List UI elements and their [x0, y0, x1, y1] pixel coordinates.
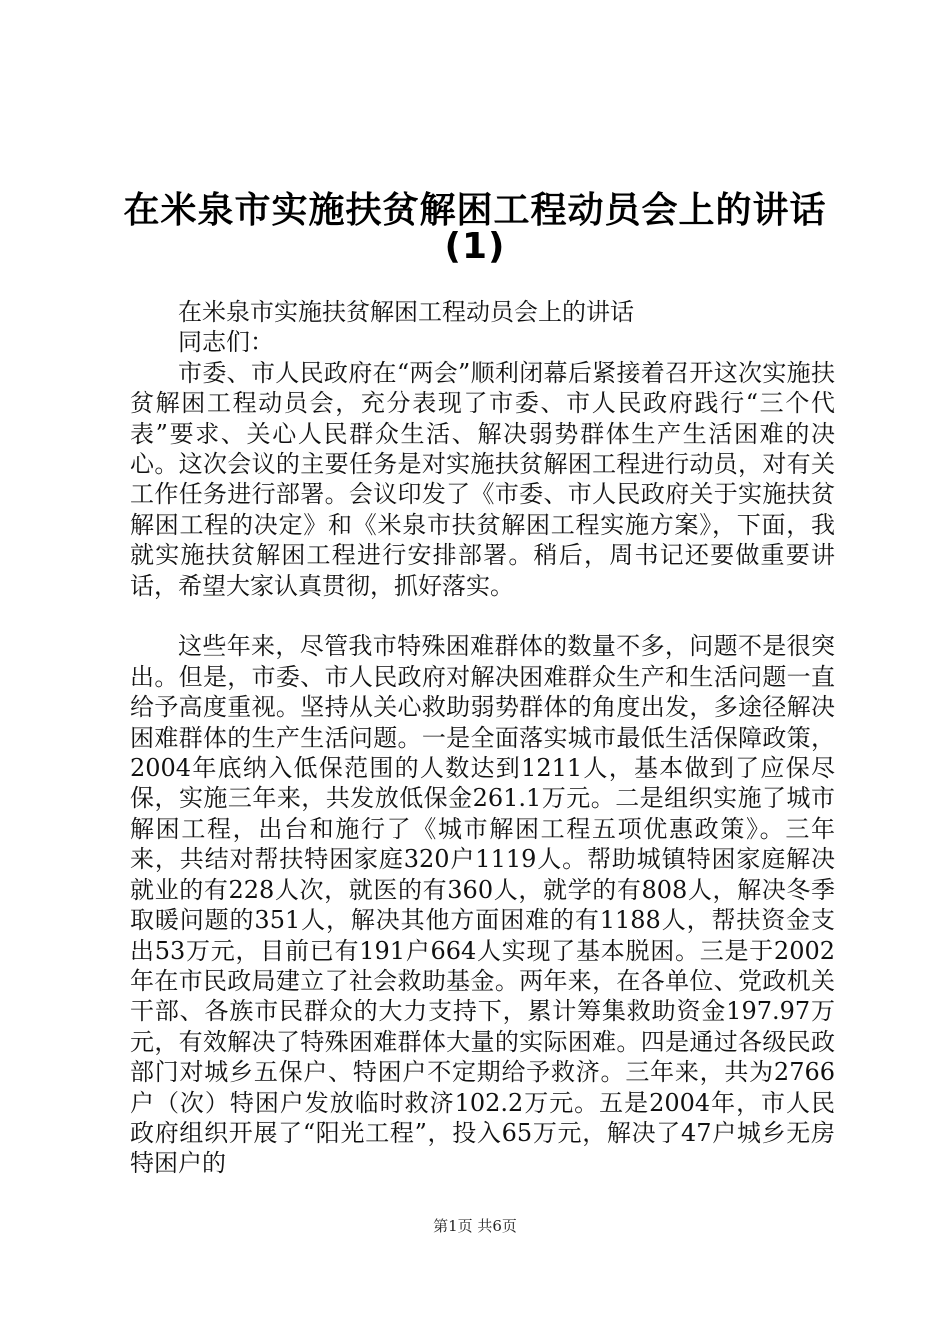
- page-footer: 第1页 共6页: [433, 1217, 517, 1235]
- paragraph-1: 市委、市人民政府在“两会”顺利闭幕后紧接着召开这次实施扶贫解困工程动员会，充分表现了市委、市人民政府践行“三个代表”要求、关心人民群众生活、解决弱势群体生产生活困难的决心。这次会议的主要任务是对实施扶贫解困工程进行动员，对有关工作任务进行部署。会议印发了《市委、市人民政府关于实施扶贫解困工程的决定》和《米泉市扶贫解困工程实施方案》，下面，我就实施扶贫解困工程进行安排部署。稍后，周书记还要做重要讲话，希望大家认真贯彻，抓好落实。: [130, 358, 835, 600]
- paragraph-2: 这些年来，尽管我市特殊困难群体的数量不多，问题不是很突出。但是，市委、市人民政府对解决困难群众生产和生活问题一直给予高度重视。坚持从关心救助弱势群体的角度出发，多途径解决困难群体的生产生活问题。一是全面落实城市最低生活保障政策，2004年底纳入低保范围的人数达到1211人，基本做到了应保尽保，实施三年来，共发放低保金261.1万元。二是组织实施了城市解困工程，出台和施行了《城市解困工程五项优惠政策》。三年来，共结对帮扶特困家庭320户1119人。帮助城镇特困家庭解决就业的有228人次，就医的有360人，就学的有808人，解决冬季取暖问题的351人，解决其他方面困难的有1188人，帮扶资金支出53万元，目前已有191户664人实现了基本脱困。三是于2002年在市民政局建立了社会救助基金。两年来，在各单位、党政机关干部、各族市民群众的大力支持下，累计筹集救助资金197.97万元，有效解决了特殊困难群体大量的实际困难。四是通过各级民政部门对城乡五保户、特困户不定期给予救济。三年来，共为2766户（次）特困户发放临时救济102.2万元。五是2004年，市人民政府组织开展了“阳光工程”，投入65万元，解决了47户城乡无房特困户的: [130, 632, 835, 1178]
- document-body: [130, 297, 835, 1179]
- document-title-suffix: (1): [444, 226, 506, 267]
- document-subtitle: 在米泉市实施扶贫解困工程动员会上的讲话: [178, 298, 634, 326]
- salutation: 同志们：: [178, 328, 274, 357]
- document-title: 在米泉市实施扶贫解困工程动员会上的讲话: [123, 190, 827, 231]
